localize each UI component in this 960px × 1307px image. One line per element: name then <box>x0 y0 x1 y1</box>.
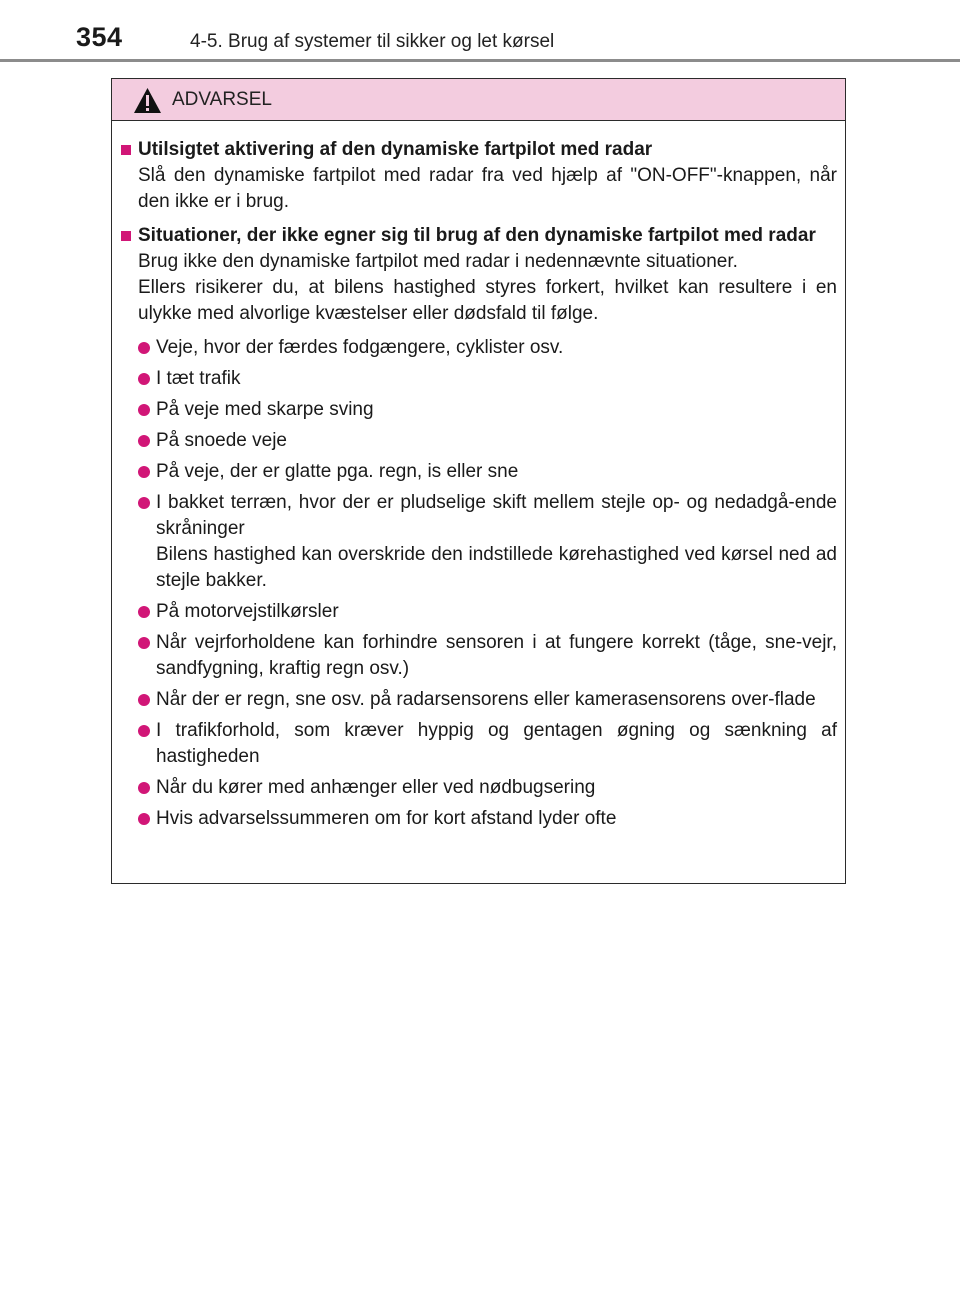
list-item: Når du kører med anhænger eller ved nødbugsering <box>138 775 837 801</box>
page-number: 354 <box>76 22 123 52</box>
list-item-text: I bakket terræn, hvor der er pludselige skift mellem stejle op- og nedadgå-ende skråninger <box>156 492 837 539</box>
topic-text-line: Brug ikke den dynamiske fartpilot med radar i nedennævnte situationer. <box>138 251 738 272</box>
list-item-note: Bilens hastighed kan overskride den indstillede kørehastighed ved kørsel ned ad stejle bakker. <box>156 544 837 591</box>
warning-body <box>112 121 845 832</box>
square-bullet-icon <box>121 145 131 155</box>
topic-title: Utilsigtet aktivering af den dynamiske fartpilot med radar <box>138 139 653 160</box>
list-item: På snoede veje <box>138 428 837 454</box>
list-item: På veje, der er glatte pga. regn, is eller sne <box>138 459 837 485</box>
list-item: På veje med skarpe sving <box>138 397 837 423</box>
topic-unintended-activation <box>120 137 837 215</box>
round-bullet-icon <box>138 342 150 354</box>
list-item <box>138 490 837 594</box>
situation-list <box>120 335 837 832</box>
topic-text <box>138 249 837 327</box>
page-header <box>0 0 960 64</box>
list-item: På motorvejstilkørsler <box>138 599 837 625</box>
round-bullet-icon <box>138 404 150 416</box>
round-bullet-icon <box>138 813 150 825</box>
header-divider <box>0 59 960 62</box>
topic-title: Situationer, der ikke egner sig til brug af den dynamiske fartpilot med radar <box>138 225 816 246</box>
warning-label: ADVARSEL <box>172 89 272 110</box>
list-item: I trafikforhold, som kræver hyppig og gentagen øgning og sænkning af hastigheden <box>138 718 837 770</box>
round-bullet-icon <box>138 497 150 509</box>
square-bullet-icon <box>121 231 131 241</box>
warning-triangle-icon <box>133 87 162 114</box>
topic-text-line: Ellers risikerer du, at bilens hastighed styres forkert, hvilket kan resultere i en ulykke med alvorlige kvæstelser eller dødsfald til følge. <box>138 277 837 324</box>
round-bullet-icon <box>138 606 150 618</box>
list-item: I tæt trafik <box>138 366 837 392</box>
round-bullet-icon <box>138 435 150 447</box>
list-item: Når vejrforholdene kan forhindre sensoren i at fungere korrekt (tåge, sne-vejr, sandfygning, kraftig regn osv.) <box>138 630 837 682</box>
warning-header <box>112 79 845 121</box>
round-bullet-icon <box>138 466 150 478</box>
topic-unsuitable-situations <box>120 223 837 832</box>
round-bullet-icon <box>138 637 150 649</box>
list-item: Veje, hvor der færdes fodgængere, cyklister osv. <box>138 335 837 361</box>
section-title: 4-5. Brug af systemer til sikker og let kørsel <box>190 31 555 52</box>
round-bullet-icon <box>138 694 150 706</box>
list-item: Når der er regn, sne osv. på radarsensorens eller kamerasensorens over-flade <box>138 687 837 713</box>
list-item: Hvis advarselssummeren om for kort afstand lyder ofte <box>138 806 837 832</box>
warning-box <box>111 78 846 884</box>
round-bullet-icon <box>138 725 150 737</box>
topic-text: Slå den dynamiske fartpilot med radar fra ved hjælp af "ON-OFF"-knappen, når den ikke er i brug. <box>138 165 837 212</box>
round-bullet-icon <box>138 782 150 794</box>
round-bullet-icon <box>138 373 150 385</box>
